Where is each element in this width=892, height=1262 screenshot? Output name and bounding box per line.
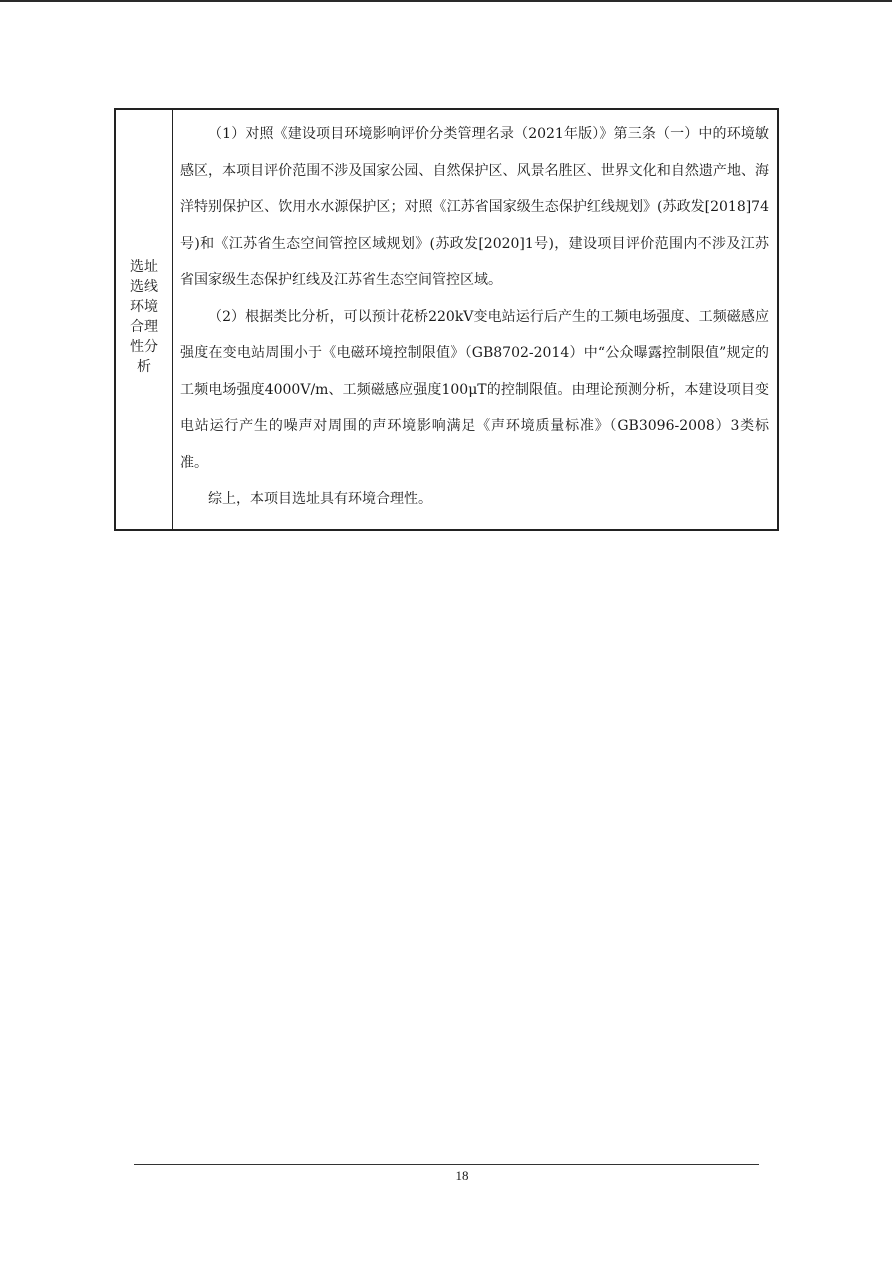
row-content-cell	[173, 110, 777, 529]
footer-divider	[134, 1164, 759, 1165]
page-top-edge	[0, 0, 892, 2]
paragraph-conclusion: 综上，本项目选址具有环境合理性。	[208, 491, 432, 507]
page-number: 18	[455, 1168, 469, 1183]
paragraph-electromagnetic-noise: （2）根据类比分析，可以预计花桥220kV变电站运行后产生的工频电场强度、工频磁感应强度在变电站周围小于《电磁环境控制限值》（GB8702-2014）中“公众曝露控制限值”规定的工频电场强度4000V/m、工频磁感应强度100μT的控制限值。由理论预测分析，本建设项目变电站运行产生的噪声对周围的声环境影响满足《声环境质量标准》（GB3096-2008）3类标准。	[180, 308, 769, 471]
paragraph-ecological: （1）对照《建设项目环境影响评价分类管理名录（2021年版）》第三条（一）中的环境敏感区，本项目评价范围不涉及国家公园、自然保护区、风景名胜区、世界文化和自然遗产地、海洋特别保护区、饮用水水源保护区；对照《江苏省国家级生态保护红线规划》(苏政发[2018]74号)和《江苏省生态空间管控区域规划》(苏政发[2020]1号)，建设项目评价范围内不涉及江苏省国家级生态保护红线及江苏省生态空间管控区域。	[180, 126, 769, 288]
row-label: 选址选线环境合理性分析	[130, 258, 158, 375]
analysis-table	[114, 108, 779, 531]
row-label-cell	[116, 110, 173, 529]
